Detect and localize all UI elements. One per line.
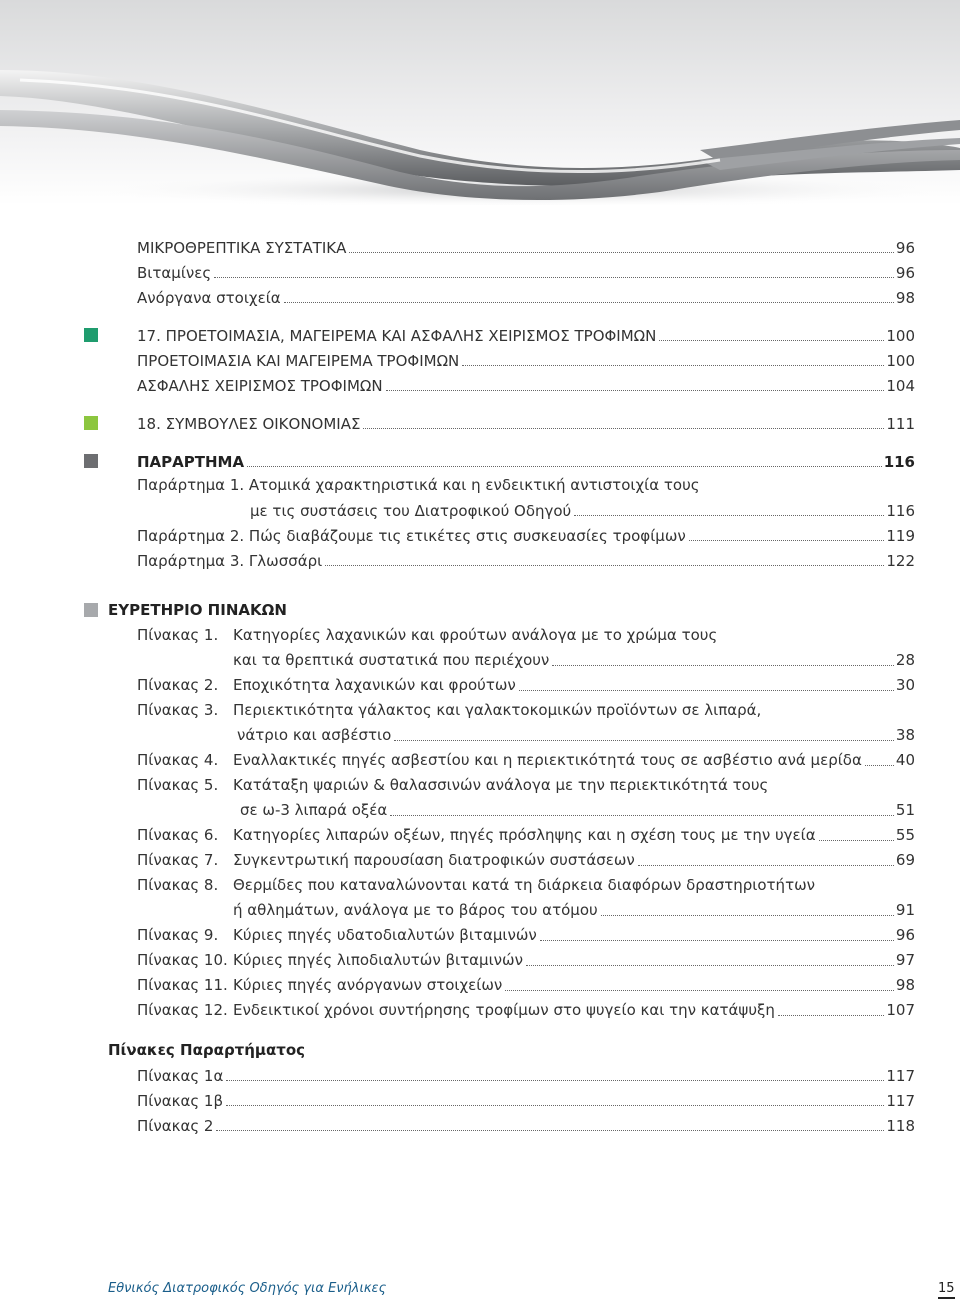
toc-entry[interactable] xyxy=(137,286,915,308)
table-number: Πίνακας 7. xyxy=(137,851,219,869)
leader-dots xyxy=(394,740,894,741)
table-entry-continuation[interactable] xyxy=(233,649,915,671)
leader-dots xyxy=(284,302,894,303)
table-entry[interactable] xyxy=(137,749,915,771)
table-number: Πίνακας 12. xyxy=(137,1001,228,1019)
toc-entry-page: 100 xyxy=(886,352,915,370)
table-description: νάτριο και ασβέστιο xyxy=(237,726,392,744)
leader-dots xyxy=(540,940,894,941)
table-entry-continuation[interactable] xyxy=(240,799,915,821)
toc-entry-page: 117 xyxy=(886,1067,915,1085)
toc-entry-title: 18. ΣΥΜΒΟΥΛΕΣ ΟΙΚΟΝΟΜΙΑΣ xyxy=(137,415,361,433)
table-description: Θερμίδες που καταναλώνονται κατά τη διάρκεια διαφόρων δραστηριοτήτων xyxy=(233,876,816,894)
table-description: Κύριες πηγές ανόργανων στοιχείων xyxy=(233,976,503,994)
table-description: Συγκεντρωτική παρουσίαση διατροφικών συστάσεων xyxy=(233,851,635,869)
toc-entry-title: Πίνακας 2 xyxy=(137,1117,214,1135)
cutlery-photo xyxy=(0,0,960,205)
table-description: ή αθλημάτων, ανάλογα με το βάρος του ατόμου xyxy=(233,901,598,919)
table-number: Πίνακας 3. xyxy=(137,701,219,719)
chapter-marker-square xyxy=(84,603,98,617)
table-page: 96 xyxy=(895,926,915,944)
footer-publication-title: Εθνικός Διατροφικός Οδηγός για Ενήλικες xyxy=(108,1281,387,1296)
toc-entry[interactable] xyxy=(137,261,915,283)
toc-entry-title: με τις συστάσεις του Διατροφικού Οδηγού xyxy=(250,502,572,520)
appendix-table-entry[interactable] xyxy=(137,1089,915,1111)
toc-entry-page: 122 xyxy=(886,552,915,570)
toc-entry-title: Ανόργανα στοιχεία xyxy=(137,289,281,307)
table-entry[interactable] xyxy=(137,624,915,646)
table-number: Πίνακας 5. xyxy=(137,776,219,794)
leader-dots xyxy=(689,540,885,541)
leader-dots xyxy=(519,690,894,691)
table-page: 91 xyxy=(895,901,915,919)
toc-entry-page: 116 xyxy=(883,453,915,471)
toc-entry[interactable] xyxy=(137,374,915,396)
table-description: Κύριες πηγές λιποδιαλυτών βιταμινών xyxy=(233,951,523,969)
leader-dots xyxy=(226,1105,884,1106)
leader-dots xyxy=(505,990,894,991)
toc-entry[interactable] xyxy=(137,524,915,546)
toc-entry[interactable] xyxy=(137,349,915,371)
leader-dots xyxy=(659,340,884,341)
appendix-table-entry[interactable] xyxy=(137,1114,915,1136)
table-entry[interactable] xyxy=(137,774,915,796)
table-entry[interactable] xyxy=(137,874,915,896)
chapter-marker-square xyxy=(84,328,98,342)
table-number: Πίνακας 10. xyxy=(137,951,228,969)
table-number: Πίνακας 6. xyxy=(137,826,219,844)
table-number: Πίνακας 11. xyxy=(137,976,228,994)
toc-entry-page: 118 xyxy=(886,1117,915,1135)
table-number: Πίνακας 4. xyxy=(137,751,219,769)
toc-entry-title[interactable]: Παράρτημα 1. Ατομικά χαρακτηριστικά και η ενδεικτική αντιστοιχία τους xyxy=(137,476,700,494)
toc-entry-title: Πίνακας 1β xyxy=(137,1092,224,1110)
leader-dots xyxy=(325,565,884,566)
toc-entry-title: Πίνακας 1α xyxy=(137,1067,224,1085)
toc-entry[interactable] xyxy=(250,499,915,521)
footer-page-number: 15 xyxy=(938,1281,955,1299)
chapter-marker-square xyxy=(84,454,98,468)
toc-entry[interactable] xyxy=(137,549,915,571)
table-entry[interactable] xyxy=(137,849,915,871)
toc-chapter-entry[interactable] xyxy=(137,450,915,472)
table-page: 97 xyxy=(895,951,915,969)
table-number: Πίνακας 8. xyxy=(137,876,219,894)
table-description: Εναλλακτικές πηγές ασβεστίου και η περιεκτικότητά τους σε ασβέστιο ανά μερίδα xyxy=(233,751,862,769)
table-number: Πίνακας 2. xyxy=(137,676,219,694)
table-page: 107 xyxy=(886,1001,915,1019)
table-page: 38 xyxy=(895,726,915,744)
leader-dots xyxy=(601,915,894,916)
table-page: 28 xyxy=(895,651,915,669)
toc-entry-page: 111 xyxy=(886,415,915,433)
leader-dots xyxy=(574,515,884,516)
table-entry[interactable] xyxy=(137,674,915,696)
leader-dots xyxy=(386,390,885,391)
toc-chapter-entry[interactable] xyxy=(137,324,915,346)
table-description: Ενδεικτικοί χρόνοι συντήρησης τροφίμων στο ψυγείο και την κατάψυξη xyxy=(233,1001,775,1019)
leader-dots xyxy=(247,466,882,467)
leader-dots xyxy=(526,965,894,966)
toc-entry[interactable] xyxy=(137,236,915,258)
appendix-tables-heading: Πίνακες Παραρτήματος xyxy=(108,1041,306,1059)
table-page: 30 xyxy=(895,676,915,694)
appendix-table-entry[interactable] xyxy=(137,1064,915,1086)
table-entry[interactable] xyxy=(137,824,915,846)
toc-entry-page: 98 xyxy=(895,289,915,307)
leader-dots xyxy=(390,815,894,816)
toc-entry-page: 117 xyxy=(886,1092,915,1110)
toc-entry-title: ΠΑΡΑΡΤΗΜΑ xyxy=(137,453,245,471)
table-description: Εποχικότητα λαχανικών και φρούτων xyxy=(233,676,516,694)
toc-entry-title: Βιταμίνες xyxy=(137,264,212,282)
leader-dots xyxy=(638,865,894,866)
table-page: 40 xyxy=(895,751,915,769)
table-entry[interactable] xyxy=(137,999,915,1021)
table-description: και τα θρεπτικά συστατικά που περιέχουν xyxy=(233,651,550,669)
leader-dots xyxy=(865,765,894,766)
toc-entry-title: Παράρτημα 3. Γλωσσάρι xyxy=(137,552,323,570)
toc-entry-page: 104 xyxy=(886,377,915,395)
table-entry[interactable] xyxy=(137,974,915,996)
table-page: 55 xyxy=(895,826,915,844)
leader-dots xyxy=(226,1080,884,1081)
chapter-marker-square xyxy=(84,416,98,430)
table-number: Πίνακας 1. xyxy=(137,626,219,644)
toc-chapter-entry[interactable] xyxy=(137,412,915,434)
leader-dots xyxy=(349,252,894,253)
toc-entry-page: 96 xyxy=(895,239,915,257)
table-description: σε ω-3 λιπαρά οξέα xyxy=(240,801,388,819)
table-description: Περιεκτικότητα γάλακτος και γαλακτοκομικών προϊόντων σε λιπαρά, xyxy=(233,701,762,719)
leader-dots xyxy=(363,428,884,429)
table-entry-continuation[interactable] xyxy=(237,724,915,746)
leader-dots xyxy=(819,840,894,841)
leader-dots xyxy=(552,665,894,666)
table-page: 51 xyxy=(895,801,915,819)
toc-entry-page: 96 xyxy=(895,264,915,282)
table-page: 69 xyxy=(895,851,915,869)
leader-dots xyxy=(214,277,894,278)
toc-entry-title: ΑΣΦΑΛΗΣ ΧΕΙΡΙΣΜΟΣ ΤΡΟΦΙΜΩΝ xyxy=(137,377,383,395)
table-number: Πίνακας 9. xyxy=(137,926,219,944)
table-entry[interactable] xyxy=(137,949,915,971)
table-page: 98 xyxy=(895,976,915,994)
table-description: Κατηγορίες λαχανικών και φρούτων ανάλογα με το χρώμα τους xyxy=(233,626,718,644)
toc-entry-page: 100 xyxy=(886,327,915,345)
leader-dots xyxy=(778,1015,884,1016)
table-entry[interactable] xyxy=(137,924,915,946)
toc-entry-page: 116 xyxy=(886,502,915,520)
toc-entry-title: ΠΡΟΕΤΟΙΜΑΣΙΑ ΚΑΙ ΜΑΓΕΙΡΕΜΑ ΤΡΟΦΙΜΩΝ xyxy=(137,352,460,370)
tables-index-heading: ΕΥΡΕΤΗΡΙΟ ΠΙΝΑΚΩΝ xyxy=(108,601,287,619)
table-description: Κατάταξη ψαριών & θαλασσινών ανάλογα με την περιεκτικότητά τους xyxy=(233,776,769,794)
toc-entry-title: Παράρτημα 2. Πώς διαβάζουμε τις ετικέτες στις συσκευασίες τροφίμων xyxy=(137,527,686,545)
leader-dots xyxy=(462,365,884,366)
table-description: Κατηγορίες λιπαρών οξέων, πηγές πρόσληψης και η σχέση τους με την υγεία xyxy=(233,826,816,844)
leader-dots xyxy=(216,1130,884,1131)
toc-entry-title: ΜΙΚΡΟΘΡΕΠΤΙΚΑ ΣΥΣΤΑΤΙΚΑ xyxy=(137,239,347,257)
table-entry-continuation[interactable] xyxy=(233,899,915,921)
table-description: Κύριες πηγές υδατοδιαλυτών βιταμινών xyxy=(233,926,537,944)
toc-entry-title: 17. ΠΡΟΕΤΟΙΜΑΣΙΑ, ΜΑΓΕΙΡΕΜΑ ΚΑΙ ΑΣΦΑΛΗΣ ΧΕΙΡΙΣΜΟΣ ΤΡΟΦΙΜΩΝ xyxy=(137,327,657,345)
table-entry[interactable] xyxy=(137,699,915,721)
toc-entry-page: 119 xyxy=(886,527,915,545)
